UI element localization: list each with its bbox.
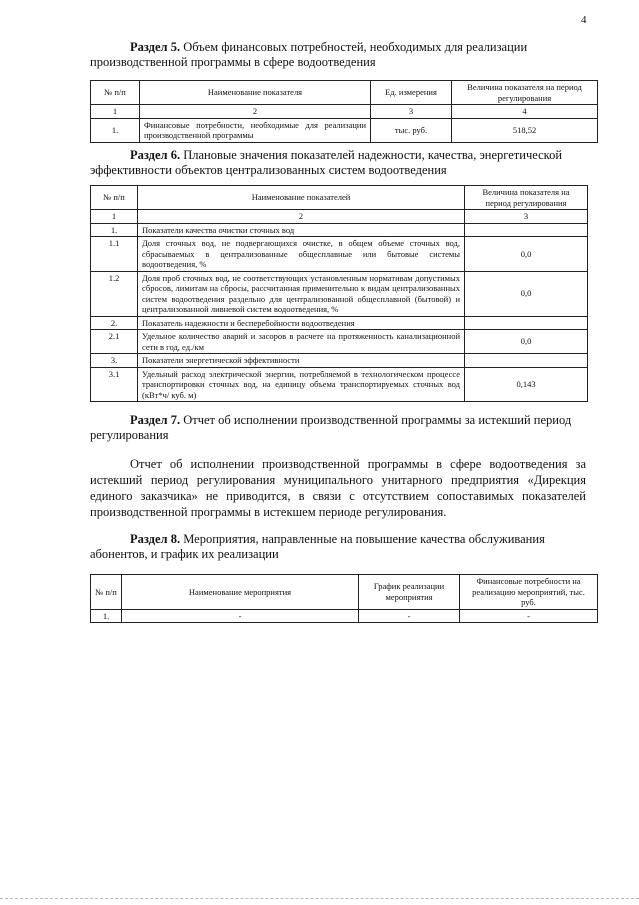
section7-heading: [90, 413, 586, 443]
s6-row-name: Удельный расход электрической энергии, потребляемой в технологическом процессе транспортировки сточных вод, на единицу объема транспортируемых сточных вод (кВт*ч/ куб. м): [138, 367, 465, 402]
s6-row-value: [465, 223, 588, 237]
s8-row-finance: -: [460, 609, 598, 623]
s5-row-unit: тыс. руб.: [371, 118, 452, 142]
s5-numbering-cell: 3: [371, 105, 452, 119]
section7-paragraph: [90, 456, 586, 520]
s6-row-num: 3.1: [91, 367, 138, 402]
section8-heading: [90, 532, 586, 562]
section5-heading: [90, 40, 586, 70]
s6-header-value: Величина показателя на период регулирования: [465, 186, 588, 210]
section6-title: Плановые значения показателей надежности, качества, энергетической эффективности объектов централизованных систем водоотведения: [90, 148, 563, 177]
s6-row-value: 0,0: [465, 330, 588, 354]
section5-title: Объем финансовых потребностей, необходимых для реализации производственной программы в сфере водоотведения: [90, 40, 528, 69]
s6-numbering-cell: 2: [138, 210, 465, 224]
s6-numbering-cell: 3: [465, 210, 588, 224]
section5-label: Раздел 5.: [130, 40, 181, 54]
s5-numbering-cell: 1: [91, 105, 140, 119]
s6-header-num: № п/п: [91, 186, 138, 210]
s5-header-value: Величина показателя на период регулирования: [452, 81, 598, 105]
s5-row-num: 1.: [91, 118, 140, 142]
s6-row-name: Доля проб сточных вод, не соответствующих установленным нормативам допустимых сбросов, лимитам на сбросы, рассчитанная применительно к видам централизованных систем водоотведения раздельно для централизованной общесплавной (бытовой) и централизованной ливневой систем водоотведения, %: [138, 271, 465, 316]
s8-row-schedule: -: [359, 609, 460, 623]
section7-paragraph-text: Отчет об исполнении производственной программы в сфере водоотведения за истекший период регулирования муниципального унитарного предприятия «Дирекция единого заказчика» не приводится, в связи с отсутствием сопоставимых показателей производственной программы в истекшем периоде регулирования.: [90, 457, 586, 519]
s6-row-value: 0,0: [465, 271, 588, 316]
s5-row-value: 518,52: [452, 118, 598, 142]
section8-title: Мероприятия, направленные на повышение качества обслуживания абонентов, и график их реализации: [90, 532, 545, 561]
s6-numbering-cell: 1: [91, 210, 138, 224]
s6-row-value: [465, 316, 588, 330]
s5-numbering-cell: 4: [452, 105, 598, 119]
s6-row-name: Показатель надежности и бесперебойности водоотведения: [138, 316, 465, 330]
s5-header-num: № п/п: [91, 81, 140, 105]
s6-row-name: Показатели энергетической эффективности: [138, 354, 465, 368]
s8-header-name: Наименование мероприятия: [122, 575, 359, 610]
s6-row-name: Удельное количество аварий и засоров в расчете на протяженность канализационной сети в год, ед./км: [138, 330, 465, 354]
section6-label: Раздел 6.: [130, 148, 181, 162]
s5-header-unit: Ед. измерения: [371, 81, 452, 105]
section5-table: [90, 80, 598, 143]
s8-row-num: 1.: [91, 609, 122, 623]
s6-row-name: Доля сточных вод, не подвергающихся очистке, в общем объеме сточных вод, сбрасываемых в централизованные общесплавные или бытовые системы водоотведения, %: [138, 237, 465, 272]
s6-row-name: Показатели качества очистки сточных вод: [138, 223, 465, 237]
s6-row-num: 1.2: [91, 271, 138, 316]
page-number: 4: [581, 14, 587, 26]
s5-numbering-cell: 2: [140, 105, 371, 119]
s8-header-finance: Финансовые потребности на реализацию мероприятий, тыс. руб.: [460, 575, 598, 610]
s6-row-value: 0,0: [465, 237, 588, 272]
s8-header-schedule: График реализации мероприятия: [359, 575, 460, 610]
section8-label: Раздел 8.: [130, 532, 181, 546]
s6-row-num: 1.1: [91, 237, 138, 272]
scan-edge-divider: [0, 898, 639, 899]
s8-header-num: № п/п: [91, 575, 122, 610]
s6-row-num: 1.: [91, 223, 138, 237]
s6-row-value: [465, 354, 588, 368]
s8-row-name: -: [122, 609, 359, 623]
section6-heading: [90, 148, 586, 178]
s6-row-value: 0,143: [465, 367, 588, 402]
section7-label: Раздел 7.: [130, 413, 181, 427]
s6-row-num: 2.1: [91, 330, 138, 354]
s6-row-num: 3.: [91, 354, 138, 368]
section6-table: [90, 185, 588, 402]
s6-row-num: 2.: [91, 316, 138, 330]
section7-title: Отчет об исполнении производственной программы за истекший период регулирования: [90, 413, 572, 442]
section8-table: [90, 574, 598, 623]
s6-header-name: Наименование показателей: [138, 186, 465, 210]
s5-header-name: Наименование показателя: [140, 81, 371, 105]
s5-row-name: Финансовые потребности, необходимые для реализации производственной программы: [140, 118, 371, 142]
